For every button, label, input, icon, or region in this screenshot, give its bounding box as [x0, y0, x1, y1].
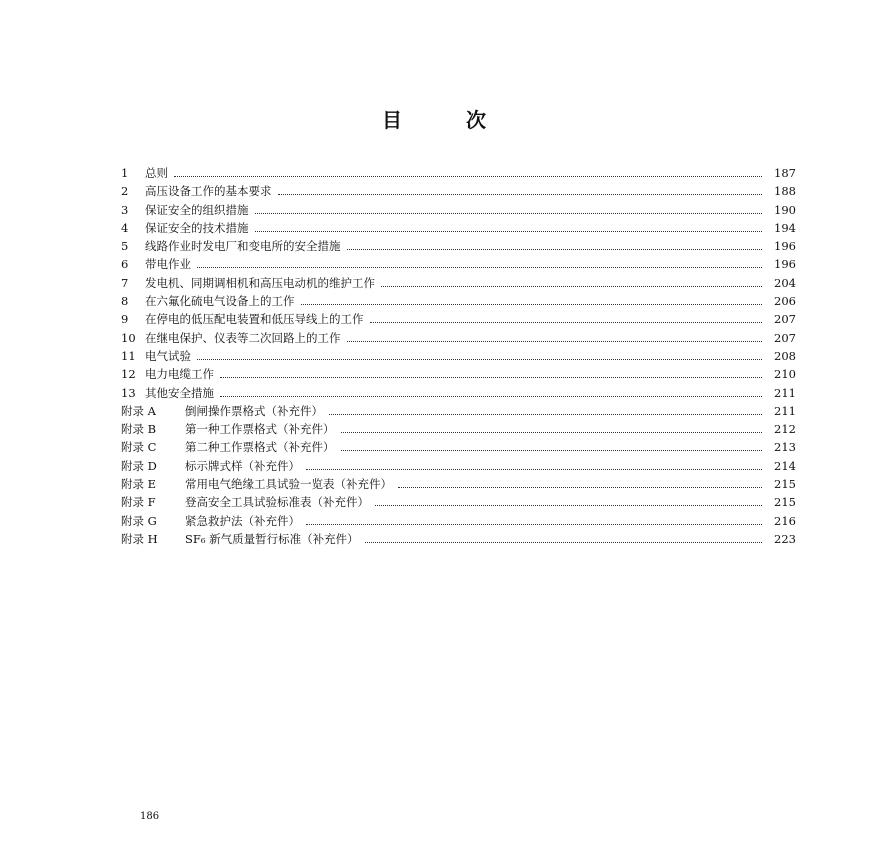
- toc-entry-title: 其他安全措施: [145, 385, 214, 400]
- toc-entry-title: 线路作业时发电厂和变电所的安全措施: [145, 239, 341, 254]
- table-of-contents: [121, 164, 796, 548]
- toc-entry[interactable]: [121, 457, 796, 475]
- toc-entry-title: 登高安全工具试验标准表（补充件）: [185, 495, 369, 510]
- toc-entry[interactable]: [121, 438, 796, 456]
- toc-entry-number: 13: [121, 385, 136, 400]
- toc-entry-number: 2: [121, 184, 129, 199]
- toc-entry-page: 210: [774, 367, 796, 382]
- toc-entry[interactable]: [121, 310, 796, 328]
- toc-entry-number: 3: [121, 202, 129, 217]
- toc-entry-number: 7: [121, 275, 129, 290]
- dot-leader: [347, 248, 763, 250]
- dot-leader: [398, 486, 762, 488]
- dot-leader: [255, 230, 763, 232]
- toc-entry-number: 附录 F: [121, 495, 156, 510]
- toc-entry-title: 电气试验: [145, 348, 191, 363]
- dot-leader: [375, 504, 762, 506]
- toc-entry-title: 倒闸操作票格式（补充件）: [185, 403, 323, 418]
- toc-entry-number: 附录 D: [121, 458, 157, 473]
- toc-entry-page: 188: [774, 184, 796, 199]
- dot-leader: [197, 266, 762, 268]
- title-char-1: 目: [382, 108, 404, 132]
- toc-entry-title: 总则: [145, 166, 168, 180]
- toc-entry[interactable]: [121, 530, 796, 548]
- toc-entry-title: 标示牌式样（补充件）: [185, 458, 300, 473]
- title-char-2: 次: [466, 108, 488, 132]
- toc-entry-title: 在停电的低压配电装置和低压导线上的工作: [145, 312, 364, 327]
- toc-entry[interactable]: [121, 384, 796, 402]
- toc-entry-page: 215: [774, 477, 796, 492]
- toc-entry[interactable]: [121, 292, 796, 310]
- dot-leader: [278, 193, 763, 195]
- toc-entry[interactable]: [121, 512, 796, 530]
- dot-leader: [347, 340, 763, 342]
- toc-entry[interactable]: [121, 201, 796, 219]
- toc-entry[interactable]: [121, 164, 796, 182]
- toc-entry-number: 附录 E: [121, 477, 157, 492]
- toc-entry-page: 223: [774, 531, 796, 546]
- toc-entry-title: 第二种工作票格式（补充件）: [185, 440, 335, 455]
- dot-leader: [306, 468, 762, 470]
- dot-leader: [197, 358, 762, 360]
- toc-entry[interactable]: [121, 475, 796, 493]
- toc-entry-number: 6: [121, 257, 129, 272]
- toc-entry-title: 电力电缆工作: [145, 367, 214, 382]
- toc-entry-page: 196: [774, 257, 796, 272]
- toc-entry-title: 在六氟化硫电气设备上的工作: [145, 294, 295, 309]
- toc-entry-title: 第一种工作票格式（补充件）: [185, 422, 335, 437]
- toc-entry-page: 211: [774, 403, 796, 418]
- toc-entry-number: 5: [121, 239, 129, 254]
- toc-entry-number: 8: [121, 294, 129, 309]
- toc-entry-title: 常用电气绝缘工具试验一览表（补充件）: [185, 477, 392, 492]
- toc-entry-page: 211: [774, 385, 796, 400]
- toc-entry-number: 附录 G: [121, 513, 157, 528]
- toc-entry-page: 213: [774, 440, 796, 455]
- dot-leader: [220, 376, 762, 378]
- toc-entry[interactable]: [121, 365, 796, 383]
- page-number: 186: [140, 811, 160, 822]
- toc-entry[interactable]: [121, 255, 796, 273]
- toc-entry-page: 196: [774, 239, 796, 254]
- toc-entry-number: 9: [121, 312, 129, 327]
- toc-entry-title: 带电作业: [145, 257, 191, 272]
- toc-entry-page: 190: [774, 202, 796, 217]
- toc-entry-page: 187: [774, 166, 796, 180]
- toc-entry-number: 4: [121, 220, 129, 235]
- dot-leader: [365, 541, 762, 543]
- page-title: [0, 104, 870, 133]
- toc-entry-page: 204: [774, 275, 796, 290]
- toc-entry-page: 206: [774, 294, 796, 309]
- dot-leader: [381, 285, 762, 287]
- dot-leader: [370, 321, 763, 323]
- toc-entry[interactable]: [121, 329, 796, 347]
- toc-entry-number: 12: [121, 367, 136, 382]
- dot-leader: [174, 175, 762, 177]
- toc-entry-title: 在继电保护、仪表等二次回路上的工作: [145, 330, 341, 345]
- toc-entry[interactable]: [121, 237, 796, 255]
- toc-entry-title: SF₆ 新气质量暂行标准（补充件）: [185, 531, 359, 546]
- dot-leader: [255, 212, 763, 214]
- toc-entry[interactable]: [121, 219, 796, 237]
- toc-entry-number: 11: [121, 348, 136, 363]
- toc-entry-page: 212: [774, 422, 796, 437]
- toc-entry-number: 附录 H: [121, 531, 158, 546]
- toc-entry-title: 发电机、同期调相机和高压电动机的维护工作: [145, 275, 375, 290]
- toc-entry-page: 207: [774, 312, 796, 327]
- toc-entry-number: 附录 A: [121, 403, 156, 418]
- toc-entry-page: 216: [774, 513, 796, 528]
- toc-entry[interactable]: [121, 402, 796, 420]
- dot-leader: [341, 431, 763, 433]
- dot-leader: [220, 395, 762, 397]
- toc-entry-title: 保证安全的技术措施: [145, 220, 249, 235]
- toc-entry[interactable]: [121, 274, 796, 292]
- toc-entry[interactable]: [121, 182, 796, 200]
- toc-entry-number: 附录 C: [121, 440, 157, 455]
- dot-leader: [341, 449, 763, 451]
- toc-entry-page: 207: [774, 330, 796, 345]
- toc-entry-page: 208: [774, 348, 796, 363]
- dot-leader: [301, 303, 763, 305]
- toc-entry-page: 214: [774, 458, 796, 473]
- toc-entry-number: 1: [121, 166, 129, 180]
- dot-leader: [329, 413, 762, 415]
- toc-entry[interactable]: [121, 347, 796, 365]
- toc-entry-number: 10: [121, 330, 136, 345]
- toc-entry-title: 保证安全的组织措施: [145, 202, 249, 217]
- toc-entry-title: 紧急救护法（补充件）: [185, 513, 300, 528]
- toc-entry[interactable]: [121, 493, 796, 511]
- toc-entry-page: 194: [774, 220, 796, 235]
- toc-entry-number: 附录 B: [121, 422, 157, 437]
- toc-entry[interactable]: [121, 420, 796, 438]
- toc-entry-title: 高压设备工作的基本要求: [145, 184, 272, 199]
- dot-leader: [306, 523, 762, 525]
- toc-entry-page: 215: [774, 495, 796, 510]
